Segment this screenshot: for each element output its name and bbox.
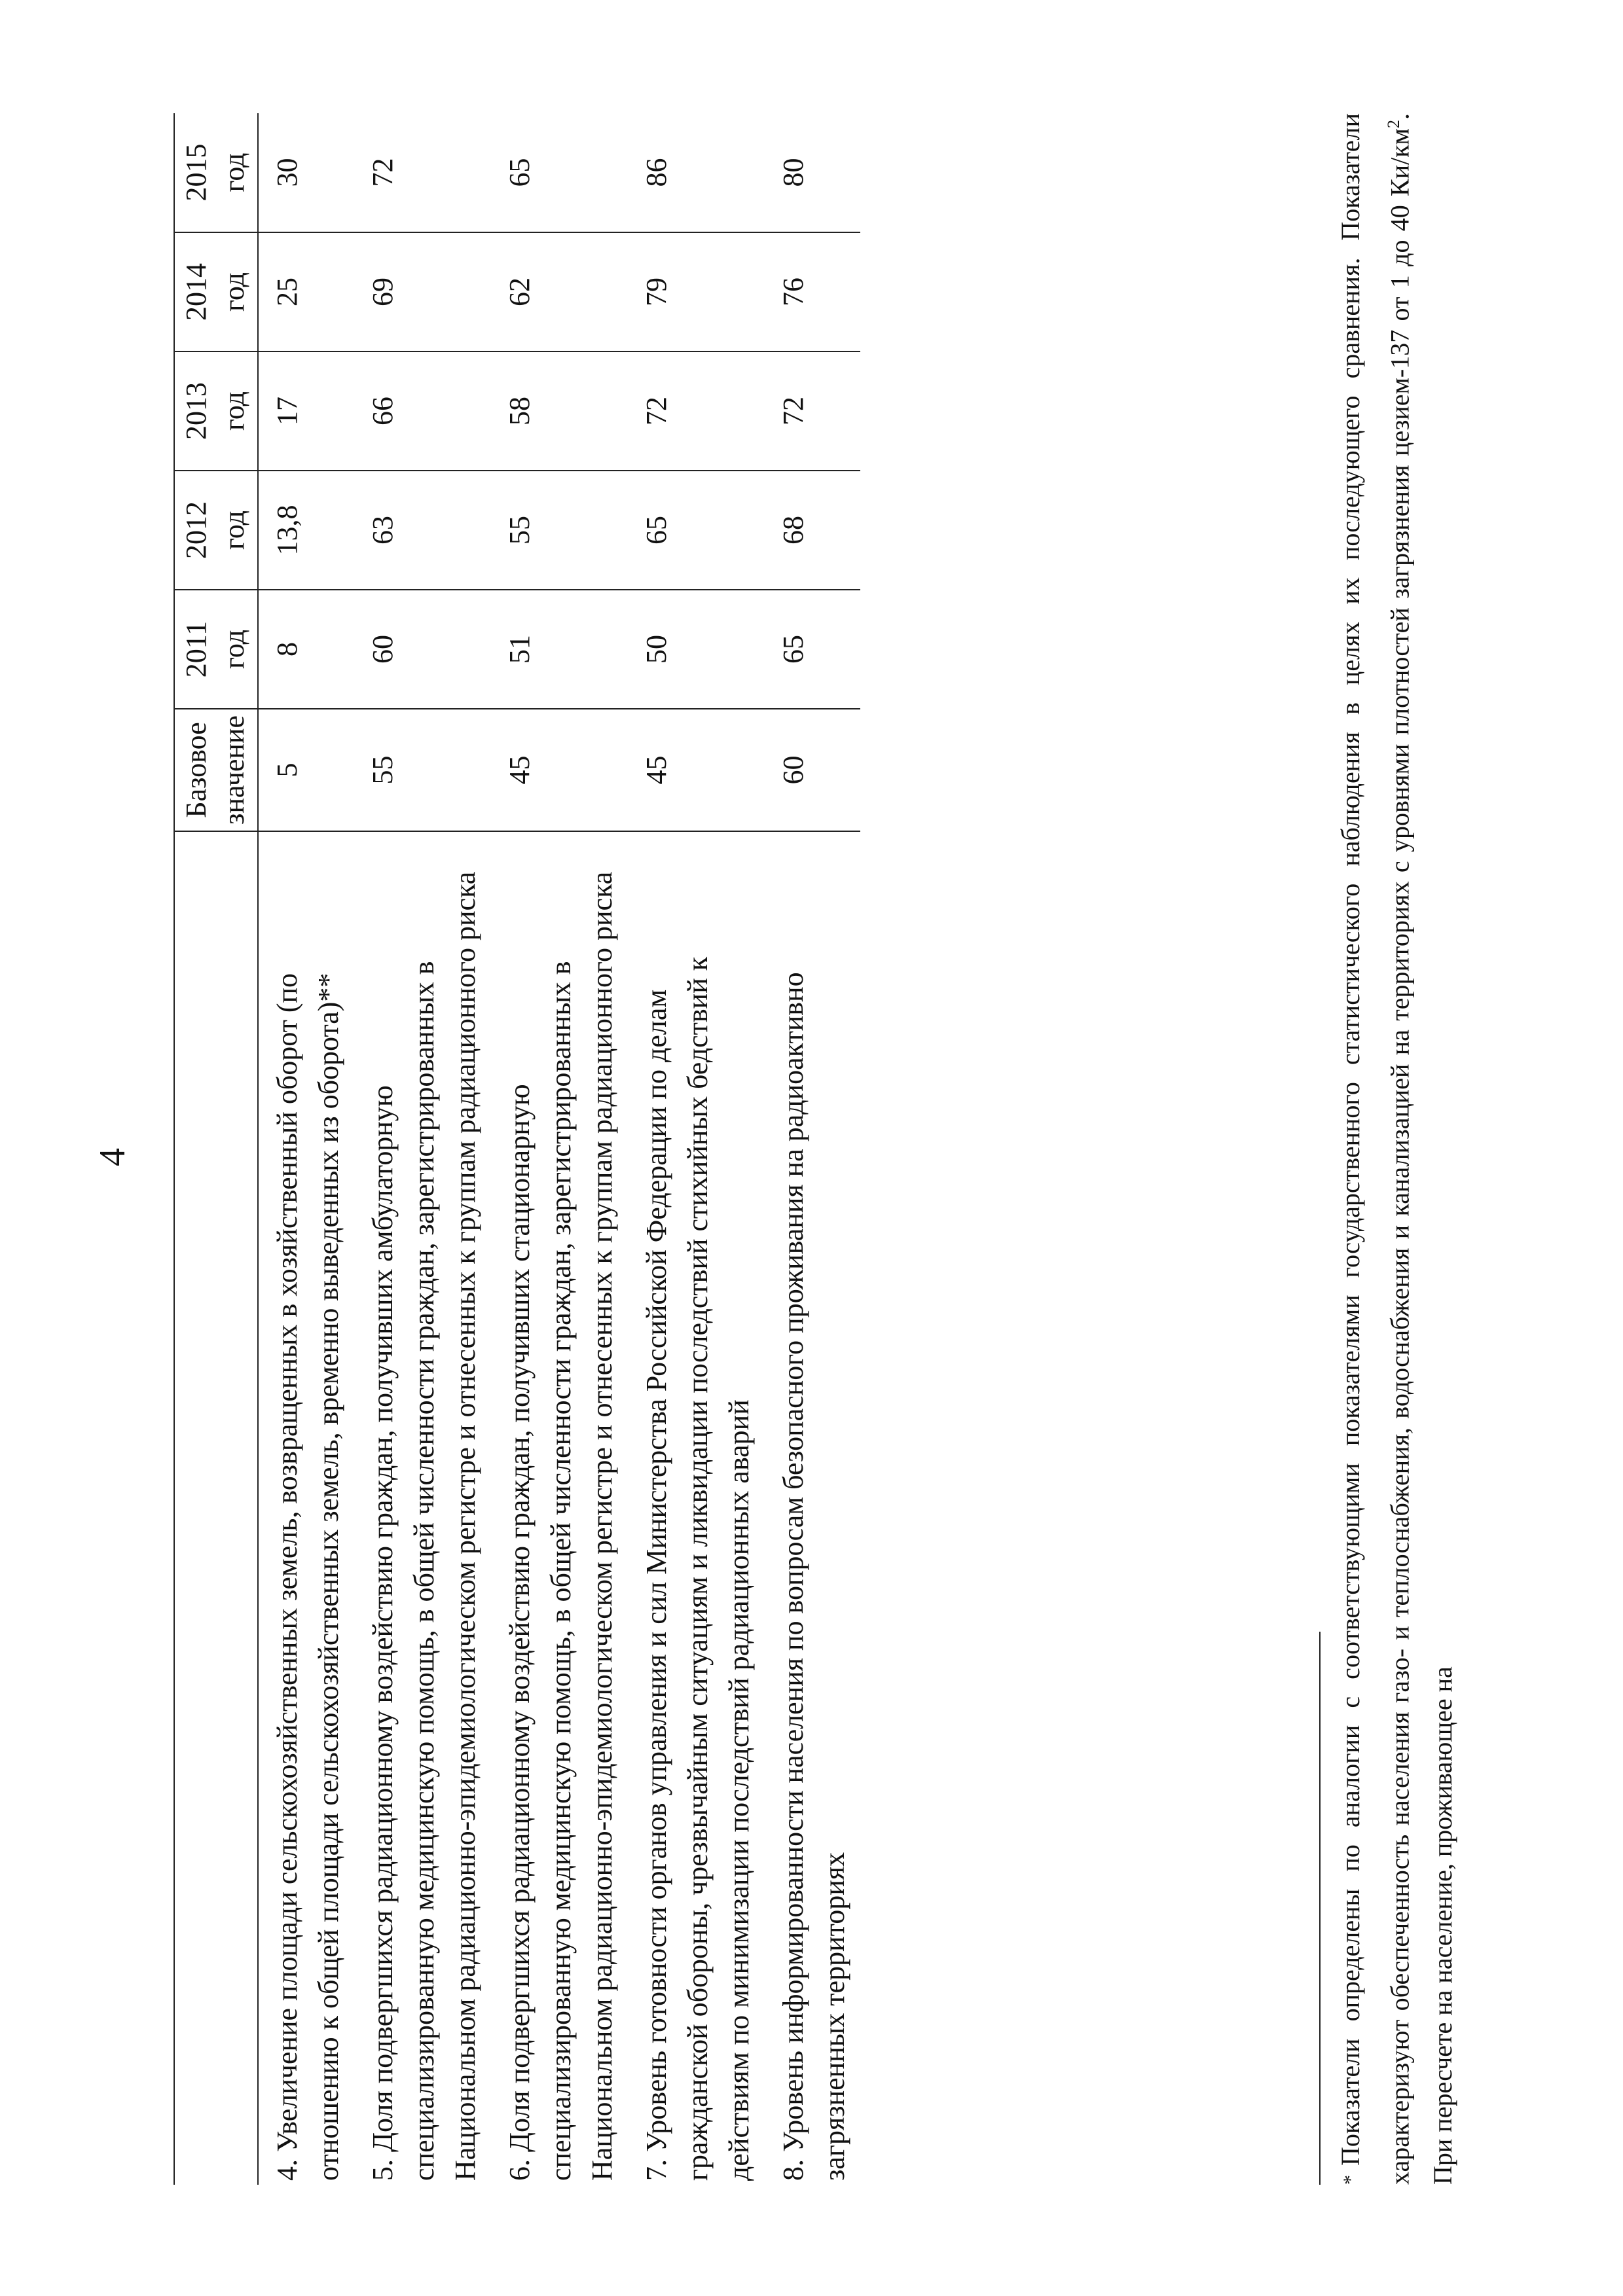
value-2014: 25: [258, 232, 354, 351]
value-2012: 63: [354, 471, 491, 590]
value-2014: 76: [765, 232, 860, 351]
value-2011: 60: [354, 590, 491, 709]
table-row: [258, 113, 354, 2185]
footnote-mark: *: [1340, 2175, 1361, 2185]
value-2015: 65: [491, 113, 628, 232]
table-row: [628, 113, 765, 2185]
header-2013: 2013 год: [174, 351, 258, 471]
value-2014: 79: [628, 232, 765, 351]
header-2014: 2014 год: [174, 232, 258, 351]
header-2011: 2011 год: [174, 590, 258, 709]
value-2015: 30: [258, 113, 354, 232]
value-2013: 66: [354, 351, 491, 471]
footnote: [1329, 113, 1465, 2185]
value-2011: 65: [765, 590, 860, 709]
value-2015: 80: [765, 113, 860, 232]
value-2011: 8: [258, 590, 354, 709]
indicator-name: 7. Уровень готовности органов управления и сил Министерства Российской Федерации по делам гражданской обороны, чрезвычайным ситуациям и ликвидации последствий стихийных бедствий к действиям по минимизации последствий радиационных аварий: [640, 956, 755, 2181]
value-2011: 50: [628, 590, 765, 709]
value-2013: 72: [765, 351, 860, 471]
header-2012: 2012 год: [174, 471, 258, 590]
base-value: 55: [354, 709, 491, 831]
page-number: 4: [92, 1148, 133, 1166]
indicator-name: 5. Доля подвергшихся радиационному воздействию граждан, получивших амбулаторную специализированную медицинскую помощь, в общей численности граждан, зарегистрированных в Национальном радиационно-эпидемиологическом регистре и отнесенных к группам радиационного риска: [367, 871, 481, 2181]
table-row: [491, 113, 628, 2185]
base-value: 60: [765, 709, 860, 831]
indicator-name: 4. Увеличение площади сельскохозяйственных земель, возвращенных в хозяйственный оборот (по отношению к общей площади сельскохозяйственных земель, временно выведенных из оборота)**: [271, 973, 344, 2181]
footnote-superscript: 2: [1384, 120, 1403, 128]
indicator-name: 8. Уровень информированности населения по вопросам безопасного проживания на радиоактивно загрязненных территориях: [777, 972, 850, 2181]
value-2014: 69: [354, 232, 491, 351]
header-base-value: Базовое значение: [174, 709, 258, 831]
value-2011: 51: [491, 590, 628, 709]
indicator-name: 6. Доля подвергшихся радиационному воздействию граждан, получивших стационарную специализированную медицинскую помощь, в общей численности граждан, зарегистрированных в Национальном радиационно-эпидемиологическом регистре и отнесенных к группам радиационного риска: [503, 871, 618, 2181]
table-header-row: [174, 113, 258, 2185]
value-2015: 72: [354, 113, 491, 232]
value-2012: 55: [491, 471, 628, 590]
value-2012: 68: [765, 471, 860, 590]
base-value: 5: [258, 709, 354, 831]
header-indicator: [174, 831, 258, 2185]
footnote-text-end: . При пересчете на население, проживающее на: [1385, 113, 1458, 2185]
footnote-divider: [1319, 1632, 1321, 2185]
base-value: 45: [491, 709, 628, 831]
value-2014: 62: [491, 232, 628, 351]
value-2013: 72: [628, 351, 765, 471]
indicators-table: [173, 113, 860, 2185]
base-value: 45: [628, 709, 765, 831]
table-row: [354, 113, 491, 2185]
value-2013: 17: [258, 351, 354, 471]
value-2013: 58: [491, 351, 628, 471]
value-2012: 65: [628, 471, 765, 590]
table-row: [765, 113, 860, 2185]
header-2015: 2015 год: [174, 113, 258, 232]
footnote-text: Показатели определены по аналогии с соответствующими показателями государственного статистического наблюдения в целях их последующего сравнения. Показатели характеризуют обеспеченность населения газо- и теплоснабжения, водоснабжения и канализацией на территориях с уровнями плотностей загрязнения цезием-137 от 1 до 40 Ки/км: [1336, 113, 1415, 2185]
value-2015: 86: [628, 113, 765, 232]
value-2012: 13,8: [258, 471, 354, 590]
